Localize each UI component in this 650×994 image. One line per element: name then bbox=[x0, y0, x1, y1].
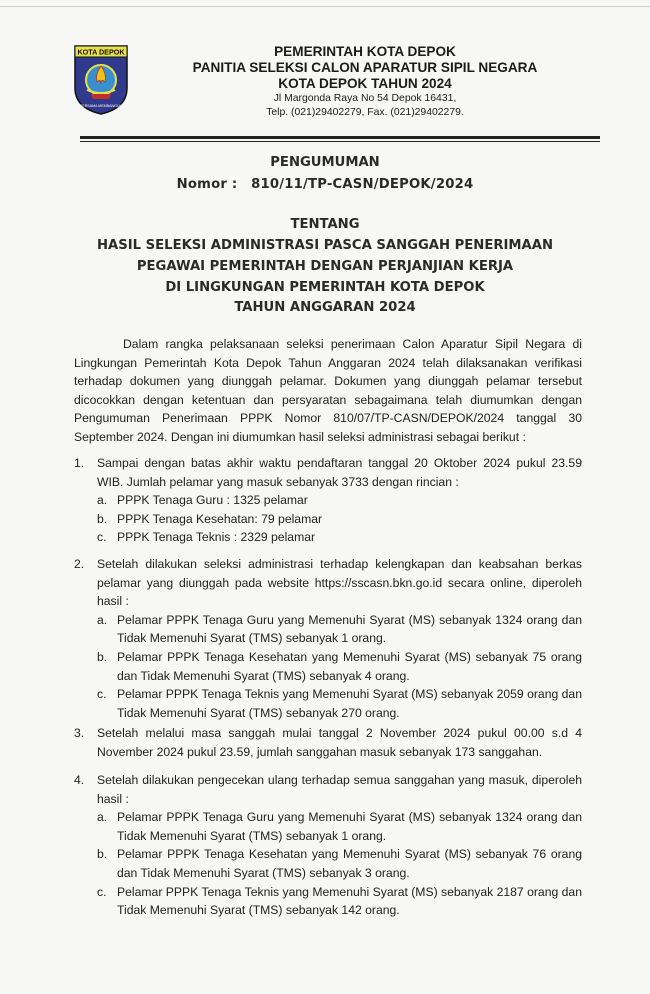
sub-item bbox=[97, 611, 582, 648]
sub-item-text: Pelamar PPPK Tenaga Teknis yang Memenuhi Syarat (MS) sebanyak 2059 orang dan Tidak Memenuhi Syarat (TMS) sebanyak 270 orang. bbox=[117, 687, 582, 720]
sub-item bbox=[97, 491, 582, 510]
sub-item-letter: a. bbox=[97, 493, 108, 508]
sub-item-text: Pelamar PPPK Tenaga Teknis yang Memenuhi Syarat (MS) sebanyak 2187 orang dan Tidak Memenuhi Syarat (TMS) sebanyak 142 orang. bbox=[117, 884, 582, 918]
announcement-number bbox=[0, 177, 650, 192]
sub-item bbox=[97, 685, 582, 722]
sub-item-letter: a. bbox=[97, 612, 108, 627]
sub-item-text: Pelamar PPPK Tenaga Kesehatan yang Memenuhi Syarat (MS) sebanyak 75 orang dan Tidak Memenuhi Syarat (TMS) sebanyak 4 orang. bbox=[117, 649, 582, 683]
letterhead-rule-thin bbox=[80, 141, 600, 142]
letterhead-address: Jl Margonda Raya No 54 Depok 16431, bbox=[273, 93, 457, 104]
sub-item-letter: c. bbox=[97, 530, 107, 545]
sub-item-letter: c. bbox=[97, 884, 107, 899]
list-item-text: Setelah dilakukan pengecekan ulang terhadap semua sanggahan yang masuk, diperoleh hasil : bbox=[97, 773, 582, 806]
announcement-subject-line-4: TAHUN ANGGARAN 2024 bbox=[234, 300, 416, 315]
list-item bbox=[74, 724, 582, 761]
sub-item bbox=[97, 510, 582, 529]
list-item bbox=[74, 555, 582, 722]
letterhead-rule-thick bbox=[80, 136, 600, 139]
letterhead-line-3: KOTA DEPOK TAHUN 2024 bbox=[278, 76, 452, 91]
letterhead-phone: Telp. (021)29402279, Fax. (021)29402279. bbox=[266, 107, 464, 118]
announcement-subject-line-2: PEGAWAI PEMERINTAH DENGAN PERJANJIAN KERJA bbox=[136, 259, 514, 274]
announcement-number-label: Nomor : bbox=[176, 177, 238, 192]
sub-item-text: Pelamar PPPK Tenaga Guru yang Memenuhi Syarat (MS) sebanyak 1324 orang dan Tidak Memenuhi Syarat (TMS) sebanyak 1 orang. bbox=[117, 612, 582, 646]
sub-item-letter: b. bbox=[97, 511, 108, 526]
letterhead-line-1: PEMERINTAH KOTA DEPOK bbox=[274, 44, 456, 59]
sub-item-text: PPPK Tenaga Kesehatan: 79 pelamar bbox=[117, 511, 323, 526]
list-item-number: 1. bbox=[74, 456, 85, 470]
sub-item bbox=[97, 808, 582, 845]
scan-edge-line bbox=[0, 6, 650, 7]
sub-item bbox=[97, 845, 582, 882]
sub-item-letter: a. bbox=[97, 810, 108, 825]
letterhead-line-2: PANITIA SELEKSI CALON APARATUR SIPIL NEGARA bbox=[192, 60, 538, 75]
kota-depok-logo-icon bbox=[73, 44, 129, 116]
announcement-about: TENTANG bbox=[290, 217, 360, 232]
list-item-text: Setelah melalui masa sanggah mulai tanggal 2 November 2024 pukul 00.00 s.d 4 November 2024 pukul 23.59, jumlah sanggahan masuk sebanyak 173 sanggahan. bbox=[97, 726, 582, 759]
svg-text:KOTA DEPOK: KOTA DEPOK bbox=[77, 47, 125, 57]
sub-item-letter: b. bbox=[97, 847, 108, 862]
sub-item-text: Pelamar PPPK Tenaga Kesehatan yang Memenuhi Syarat (MS) sebanyak 76 orang dan Tidak Memenuhi Syarat (TMS) sebanyak 3 orang. bbox=[117, 847, 582, 880]
announcement-subject-line-3: DI LINGKUNGAN PEMERINTAH KOTA DEPOK bbox=[165, 280, 485, 295]
list-item bbox=[74, 454, 582, 547]
list-item-number: 2. bbox=[74, 557, 85, 571]
sub-item-letter: b. bbox=[97, 649, 108, 664]
intro-paragraph: Dalam rangka pelaksanaan seleksi penerimaan Calon Aparatur Sipil Negara di Lingkungan Pemerintah Kota Depok Tahun Anggaran 2024 telah dilaksanakan verifikasi terhadap dokumen yang diunggah pelamar. Dokumen yang diunggah pelamar tersebut dicocokkan dengan ketentuan dan persyaratan sebagaimana telah diumumkan dengan Pengumuman Penerimaan PPPK Nomor 810/07/TP-CASN/DEPOK/2024 tanggal 30 September 2024. Dengan ini diumumkan hasil seleksi administrasi sebagai berikut : bbox=[74, 337, 582, 444]
sub-item-text: PPPK Tenaga Guru : 1325 pelamar bbox=[117, 493, 308, 508]
sub-item-letter: c. bbox=[97, 687, 107, 702]
svg-text:BERSAMA MEMBANGUN: BERSAMA MEMBANGUN bbox=[79, 104, 123, 108]
announcement-number-value: 810/11/TP-CASN/DEPOK/2024 bbox=[251, 177, 474, 192]
list-item-text: Sampai dengan batas akhir waktu pendaftaran tanggal 20 Oktober 2024 pukul 23.59 WIB. Jumlah pelamar yang masuk sebanyak 3733 dengan rincian : bbox=[97, 456, 582, 489]
announcement-subject-line-1: HASIL SELEKSI ADMINISTRASI PASCA SANGGAH PENERIMAAN bbox=[97, 238, 553, 253]
announcement-title: PENGUMUMAN bbox=[270, 155, 380, 170]
list-item bbox=[74, 771, 582, 920]
sub-item-text: PPPK Tenaga Teknis : 2329 pelamar bbox=[117, 530, 316, 545]
list-item-number: 3. bbox=[74, 726, 85, 740]
sub-item-text: Pelamar PPPK Tenaga Guru yang Memenuhi Syarat (MS) sebanyak 1324 orang dan Tidak Memenuhi Syarat (TMS) sebanyak 1 orang. bbox=[117, 810, 582, 843]
sub-item bbox=[97, 883, 582, 920]
list-item-number: 4. bbox=[74, 773, 85, 787]
sub-item bbox=[97, 648, 582, 685]
letterhead bbox=[130, 44, 600, 120]
list-item-text: Setelah dilakukan seleksi administrasi terhadap kelengkapan dan keabsahan berkas pelamar yang diunggah pada website https://sscasn.bkn.go.id secara online, diperoleh hasil : bbox=[97, 557, 582, 609]
sub-item bbox=[97, 528, 582, 547]
